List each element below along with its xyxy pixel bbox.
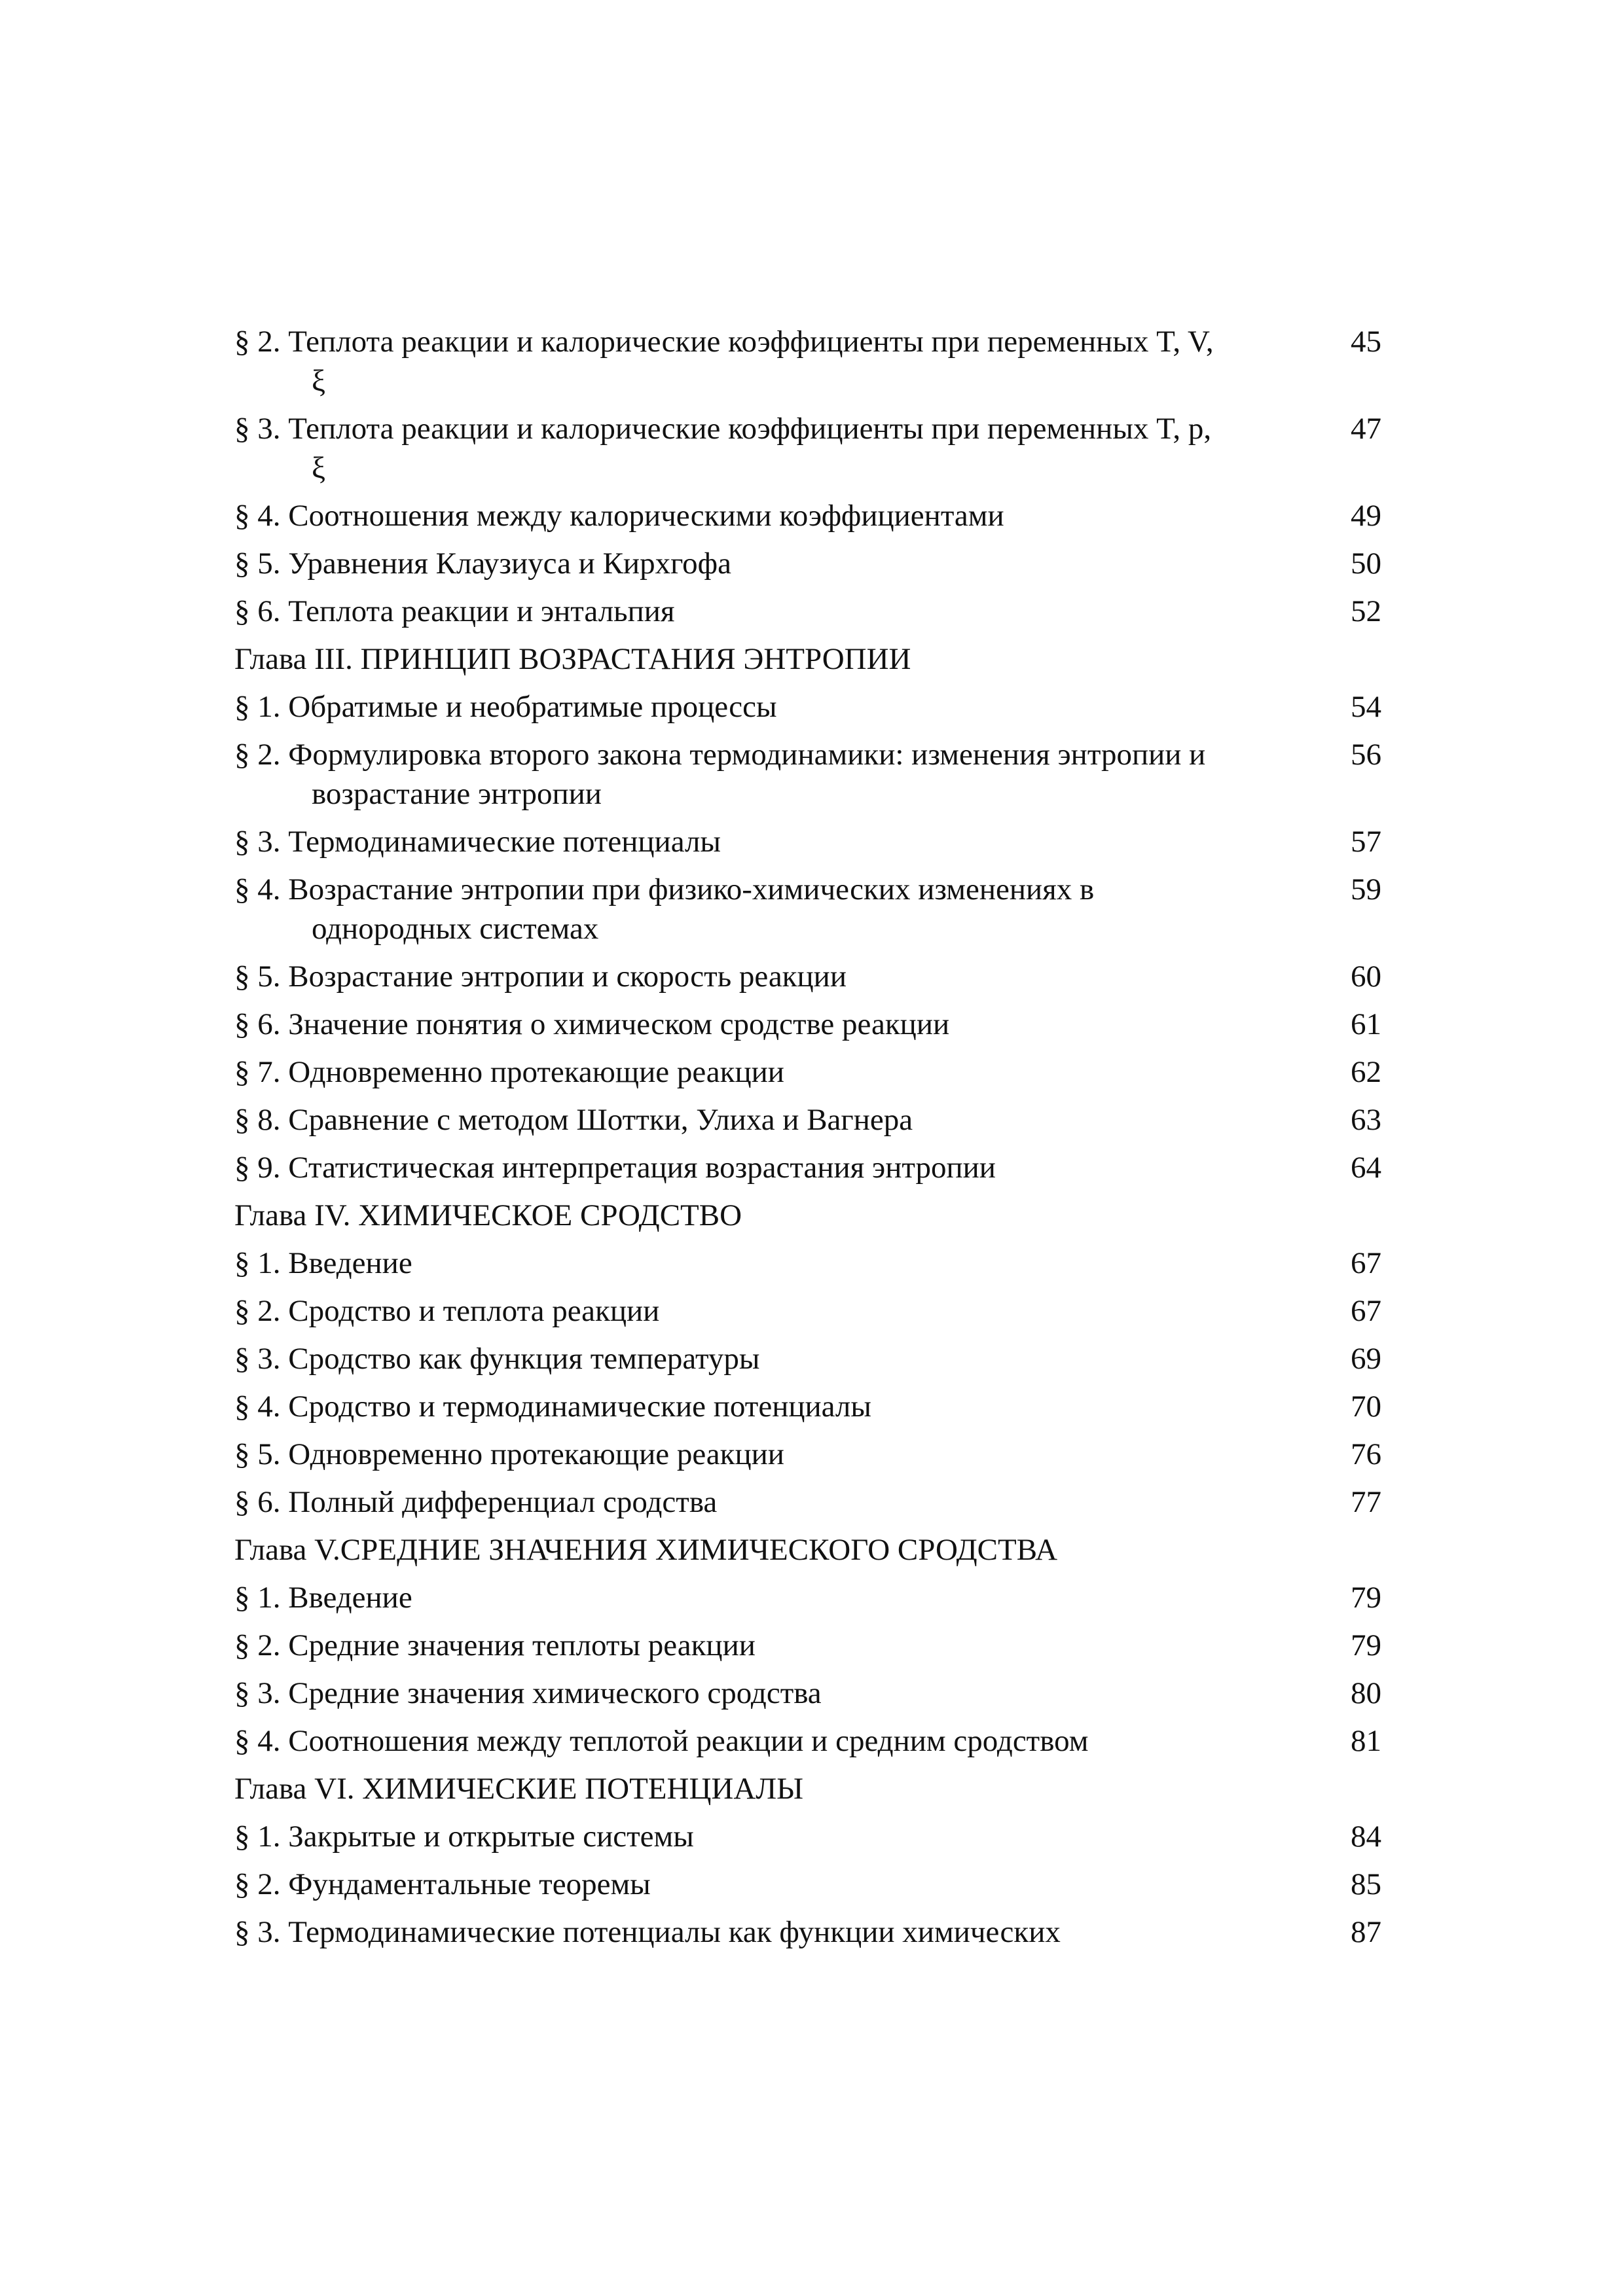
toc-entry-title: § 4. Соотношения между теплотой реакции и средним сродством <box>234 1724 1089 1758</box>
toc-entry <box>234 409 1381 488</box>
toc-chapter-heading <box>234 1530 1381 1570</box>
toc-entry-title: § 7. Одновременно протекающие реакции <box>234 1055 784 1089</box>
toc-entry-page-number: 70 <box>1351 1390 1381 1424</box>
toc-entry-title: § 9. Статистическая интерпретация возрастания энтропии <box>234 1151 996 1185</box>
toc-entry-page-number: 57 <box>1351 825 1381 859</box>
toc-entry-title-continuation: однородных системах <box>312 912 599 946</box>
toc-entry-page-number: 79 <box>1351 1581 1381 1615</box>
toc-entry <box>234 1674 1381 1713</box>
toc-entry-title: § 2. Средние значения теплоты реакции <box>234 1628 756 1662</box>
toc-chapter-heading <box>234 1196 1381 1235</box>
toc-entry-page-number: 64 <box>1351 1151 1381 1185</box>
toc-chapter-title: Глава III. ПРИНЦИП ВОЗРАСТАНИЯ ЭНТРОПИИ <box>234 642 911 676</box>
toc-entry-page-number: 63 <box>1351 1103 1381 1137</box>
toc-entry-page-number: 76 <box>1351 1437 1381 1471</box>
toc-entry-title: § 2. Фундаментальные теоремы <box>234 1867 651 1901</box>
toc-entry-title: § 5. Одновременно протекающие реакции <box>234 1437 784 1471</box>
toc-entry-title: § 5. Возрастание энтропии и скорость реакции <box>234 960 847 994</box>
toc-entry-title-line: § 3. Теплота реакции и калорические коэффициенты при переменных T, p, <box>234 412 1212 446</box>
toc-entry <box>234 822 1381 861</box>
toc-entry-page-number: 67 <box>1351 1246 1381 1280</box>
toc-entry-title: § 2. Сродство и теплота реакции <box>234 1294 660 1328</box>
toc-entry <box>234 957 1381 996</box>
toc-entry-page-number: 45 <box>1351 325 1381 359</box>
toc-entry <box>234 1148 1381 1187</box>
toc-entry-title: § 6. Теплота реакции и энтальпия <box>234 594 675 628</box>
toc-entry <box>234 1578 1381 1617</box>
toc-entry-title-line: § 2. Теплота реакции и калорические коэффициенты при переменных T, V, <box>234 325 1214 359</box>
toc-chapter-heading <box>234 1769 1381 1808</box>
toc-chapter-title: Глава V.СРЕДНИЕ ЗНАЧЕНИЯ ХИМИЧЕСКОГО СРОДСТВА <box>234 1533 1058 1567</box>
toc-entry-title: § 6. Значение понятия о химическом сродстве реакции <box>234 1007 950 1041</box>
toc-entry-title: § 1. Обратимые и необратимые процессы <box>234 690 777 724</box>
toc-entry-page-number: 49 <box>1351 499 1381 533</box>
toc-entry-page-number: 79 <box>1351 1628 1381 1662</box>
toc-entry <box>234 1865 1381 1904</box>
toc-entry-title <box>234 735 1329 814</box>
toc-entry <box>234 735 1381 814</box>
toc-entry-page-number: 52 <box>1351 594 1381 628</box>
toc-entry-title: § 1. Закрытые и открытые системы <box>234 1820 694 1854</box>
toc-entry <box>234 544 1381 583</box>
toc-entry-page-number: 85 <box>1351 1867 1381 1901</box>
toc-entry-page-number: 60 <box>1351 960 1381 994</box>
toc-entry-page-number: 84 <box>1351 1820 1381 1854</box>
toc-entry <box>234 496 1381 535</box>
toc-entry <box>234 1244 1381 1283</box>
toc-entry-page-number: 69 <box>1351 1342 1381 1376</box>
toc-entry-page-number: 87 <box>1351 1915 1381 1949</box>
toc-entry <box>234 1100 1381 1139</box>
toc-entry-page-number: 56 <box>1351 738 1381 772</box>
toc-entry-page-number: 47 <box>1351 412 1381 446</box>
toc-entry-title: § 3. Средние значения химического сродства <box>234 1676 822 1710</box>
toc-entry-page-number: 54 <box>1351 690 1381 724</box>
toc-entry-title-continuation: ξ <box>312 451 325 485</box>
toc-entry-title-line: § 2. Формулировка второго закона термодинамики: изменения энтропии и <box>234 738 1206 772</box>
toc-entry <box>234 592 1381 631</box>
toc-entry-title: § 5. Уравнения Клаузиуса и Кирхгофа <box>234 547 731 581</box>
toc-entry <box>234 322 1381 401</box>
toc-entry <box>234 1626 1381 1665</box>
toc-entry-title <box>234 870 1329 948</box>
toc-entry-page-number: 62 <box>1351 1055 1381 1089</box>
toc-entry <box>234 687 1381 726</box>
toc-entry-title-continuation: возрастание энтропии <box>312 777 602 811</box>
toc-entry <box>234 1052 1381 1092</box>
toc-entry <box>234 1387 1381 1426</box>
toc-entry <box>234 1291 1381 1331</box>
toc-entry <box>234 1005 1381 1044</box>
toc-chapter-heading <box>234 639 1381 679</box>
toc-entry-title: § 1. Введение <box>234 1581 412 1615</box>
toc-entry <box>234 1817 1381 1856</box>
toc-entry-title: § 8. Сравнение с методом Шоттки, Улиха и Вагнера <box>234 1103 913 1137</box>
toc-entry-page-number: 77 <box>1351 1485 1381 1519</box>
toc-entry-title <box>234 409 1329 488</box>
toc-entry-title: § 3. Термодинамические потенциалы как функции химических <box>234 1915 1061 1949</box>
toc-entry <box>234 870 1381 948</box>
toc-entry-title-continuation: ξ <box>312 364 325 398</box>
toc-entry-page-number: 61 <box>1351 1007 1381 1041</box>
toc-entry-page-number: 81 <box>1351 1724 1381 1758</box>
toc-entry-page-number: 59 <box>1351 872 1381 906</box>
toc-entry <box>234 1721 1381 1761</box>
toc-entry-page-number: 67 <box>1351 1294 1381 1328</box>
toc-entry <box>234 1912 1381 1952</box>
toc-entry-title-line: § 4. Возрастание энтропии при физико-химических изменениях в <box>234 872 1095 906</box>
toc-entry-page-number: 50 <box>1351 547 1381 581</box>
toc-entry-title: § 1. Введение <box>234 1246 412 1280</box>
toc-entry-title: § 3. Термодинамические потенциалы <box>234 825 721 859</box>
toc-entry-title: § 4. Сродство и термодинамические потенциалы <box>234 1390 871 1424</box>
toc-entry-title: § 3. Сродство как функция температуры <box>234 1342 760 1376</box>
toc-entry-page-number: 80 <box>1351 1676 1381 1710</box>
toc-entry-title: § 6. Полный дифференциал сродства <box>234 1485 718 1519</box>
toc-chapter-title: Глава IV. ХИМИЧЕСКОЕ СРОДСТВО <box>234 1198 742 1232</box>
toc-chapter-title: Глава VI. ХИМИЧЕСКИЕ ПОТЕНЦИАЛЫ <box>234 1772 804 1806</box>
toc-entry <box>234 1435 1381 1474</box>
toc-entry <box>234 1482 1381 1522</box>
toc-entry-title: § 4. Соотношения между калорическими коэффициентами <box>234 499 1004 533</box>
table-of-contents <box>234 322 1381 1960</box>
toc-entry <box>234 1339 1381 1378</box>
toc-entry-title <box>234 322 1329 401</box>
